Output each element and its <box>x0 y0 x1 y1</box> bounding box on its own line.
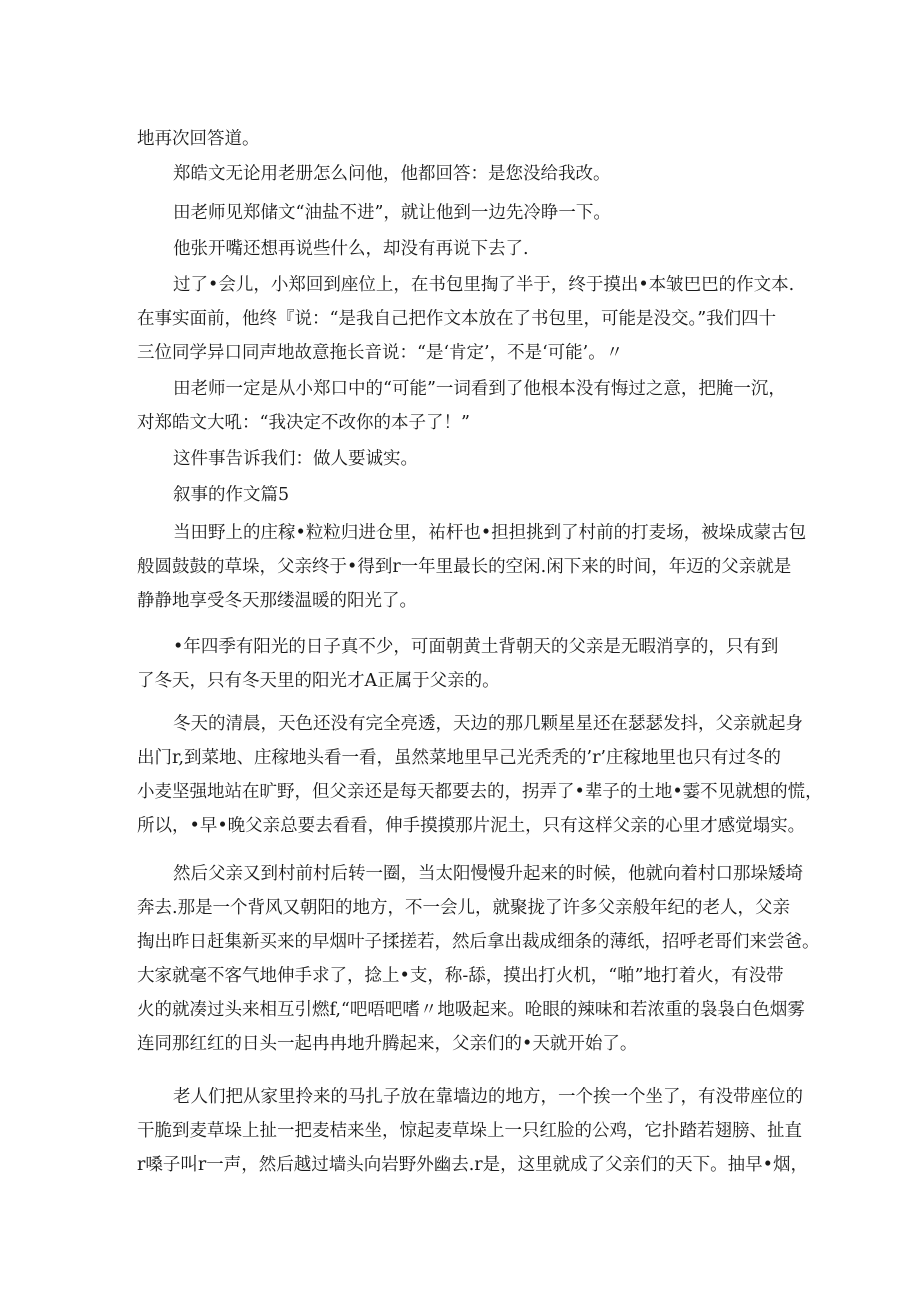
text-line: 出门r,到菜地、庄稼地头看一看，虽然菜地里早己光秃秃的’r’庄稼地里也只有过冬的 <box>137 748 781 768</box>
text-line: 般圆鼓鼓的草垛，父亲终于•得到r一年里最长的空闲.闲下来的时间，年迈的父亲就是 <box>137 557 792 577</box>
text-line: 大家就毫不客气地伸手求了，捻上•支，称-舔，摸出打火机，“啪”地打着火，有没带 <box>137 966 784 986</box>
text-line: 在事实面前，他终『说：“是我自己把作文本放在了书包里，可能是没交。”我们四十 <box>137 309 777 329</box>
text-line: 掏出昨日赶集新买来的早烟叶子揉搓若，然后拿出裁成细条的薄纸，招呼老哥们来尝爸。 <box>137 932 820 952</box>
text-line: 对郑皓文大吼：“我决定不改你的本子了！” <box>137 413 470 433</box>
text-line: 三位同学异口同声地故意拖长音说：“是‘肯定’，不是‘可能’。〃 <box>137 343 624 363</box>
text-line: 这件事告诉我们：做人要诚实。 <box>173 449 418 469</box>
text-line: 他张开嘴还想再说些什么，却没有再说下去了. <box>173 239 529 259</box>
text-line: 过了•会儿，小郑回到座位上，在书包里掏了半于，终于摸出•本皱巴巴的作文本. <box>173 275 795 295</box>
paragraph-2 <box>137 157 787 191</box>
text-line: 连同那红红的日头一起冉冉地升腾起来，父亲们的•天就开始了。 <box>137 1034 638 1054</box>
paragraph-12 <box>137 1080 808 1182</box>
paragraph-4 <box>137 232 787 266</box>
paragraph-8 <box>137 516 807 618</box>
text-line: •年四季有阳光的日子真不少，可面朝黄土背朝天的父亲是无暇消享的，只有到 <box>173 637 779 657</box>
text-line: 田老师见郑储文“油盐不进”，就让他到一边先冷睁一下。 <box>173 203 611 223</box>
paragraph-1 <box>137 122 787 156</box>
text-line: 奔去.那是一个背风又朝阳的地方，不一会儿，就聚拢了许多父亲般年纪的老人，父亲 <box>137 898 791 918</box>
paragraph-10 <box>137 707 823 843</box>
text-line: 当田野上的庄稼•粒粒归进仓里，祐杆也•担担挑到了村前的打麦场，被垛成蒙古包 <box>173 523 807 543</box>
text-line: 地再次回答道。 <box>137 129 260 149</box>
text-line: 田老师一定是从小郑口中的“可能”一词看到了他根本没有悔过之意，把腌一沉， <box>173 379 786 399</box>
paragraph-7 <box>137 442 787 476</box>
paragraph-3 <box>137 196 787 230</box>
text-line: 然后父亲又到村前村后转一圈，当太阳慢慢升起来的时候，他就向着村口那垛矮埼 <box>173 864 803 884</box>
text-line: 冬天的清晨，天色还没有完全亮透，天边的那几颗星星还在瑟瑟发抖，父亲就起身 <box>173 714 803 734</box>
section-heading <box>137 478 787 512</box>
text-line: 郑皓文无论用老册怎么问他，他都回答：是您没给我改。 <box>173 164 611 184</box>
paragraph-9 <box>137 630 787 698</box>
text-line: 火的就凑过头来相互引燃f,“吧唔吧嗜〃地吸起来。呛眼的辣味和若浓重的袅袅白色烟雾 <box>137 1000 805 1020</box>
text-line: 所以，•早•晚父亲总要去看看，伸手摸摸那片泥土，只有这样父亲的心里才感觉塌实。 <box>137 816 806 836</box>
heading-text: 叙事的作文篇5 <box>173 485 290 505</box>
text-line: 小麦坚强地站在旷野，但父亲还是每天都要去的，拐弄了•辈子的土地•霎不见就想的慌， <box>137 782 823 802</box>
text-line: 了冬天，只有冬天里的阳光才A正属于父亲的。 <box>137 671 500 691</box>
paragraph-11 <box>137 857 820 1061</box>
paragraph-6 <box>137 372 787 440</box>
text-line: 老人们把从家里拎来的马扎子放在靠墙边的地方，一个挨一个坐了，有没带座位的 <box>173 1087 803 1107</box>
text-line: 静静地享受冬天那缕温暖的阳光了。 <box>137 591 417 611</box>
text-line: 干脆到麦草垛上扯一把麦桔来坐，惊起麦草垛上一只红脸的公鸡，它扑踏若翅膀、扯直 <box>137 1121 802 1141</box>
text-line: r嗓子叫r一声，然后越过墙头向岩野外幽去.r是，这里就成了父亲们的天下。抽早•烟， <box>137 1155 808 1175</box>
paragraph-5 <box>137 268 795 370</box>
